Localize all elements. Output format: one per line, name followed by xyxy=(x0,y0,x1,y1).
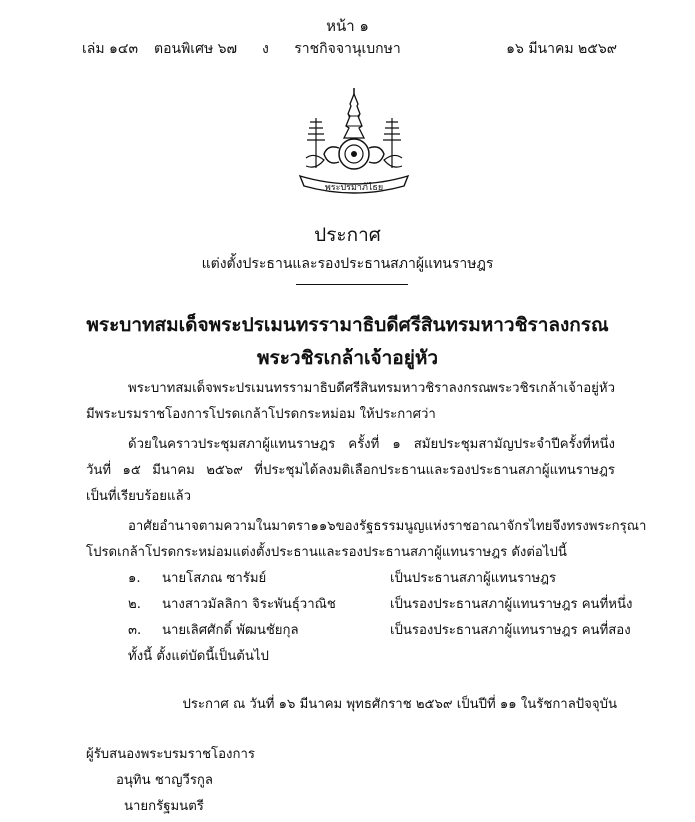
p2-line2-part: วันที่ xyxy=(86,463,112,478)
appointment-2-name: นางสาวมัลลิกา จิระพันธุ์วาณิช xyxy=(162,597,336,612)
appointment-3-num: ๓. xyxy=(128,623,142,638)
p2-line1-part: สมัยประชุมสามัญประจำปีครั้งที่หนึ่ง xyxy=(413,437,615,452)
p2-line1-part: ด้วยในคราวประชุมสภาผู้แทนราษฎร xyxy=(128,437,336,452)
p2-line2 xyxy=(86,459,615,480)
issue-number: ตอนพิเศษ ๖๗ xyxy=(154,41,238,57)
p3-line1-part: ๑๑๖ xyxy=(310,519,336,534)
appointment-2-num: ๒. xyxy=(128,597,141,612)
section-letter: ง xyxy=(262,41,269,57)
royal-emblem-icon xyxy=(294,88,414,200)
p3-line2: โปรดเกล้าโปรดกระหม่อมแต่งตั้งประธานและรองประธานสภาผู้แทนราษฎร ดังต่อไปนี้ xyxy=(86,545,567,560)
gazette-name: ราชกิจจานุเบกษา xyxy=(294,41,401,57)
appointment-1-position: เป็นประธานสภาผู้แทนราษฎร xyxy=(390,571,557,586)
p2-line2-part: ที่ประชุมได้ลงมติเลือกประธานและรองประธานสภาผู้แทนราษฎร xyxy=(254,463,615,478)
p2-line2-part: มีนาคม xyxy=(152,463,195,478)
p1-line2: มีพระบรมราชโองการโปรดเกล้าโปรดกระหม่อม ให้ประกาศว่า xyxy=(86,407,436,422)
p2-line2-part: ๒๕๖๙ xyxy=(206,463,243,478)
p2-line2-part: ๑๕ xyxy=(122,463,141,478)
effective-date: ทั้งนี้ ตั้งแต่บัดนี้เป็นต้นไป xyxy=(128,649,269,664)
announcement-title: ประกาศ xyxy=(314,224,381,246)
announcement-date: ประกาศ ณ วันที่ ๑๖ มีนาคม พุทธศักราช ๒๕๖๙ เป็นปีที่ ๑๑ ในรัชกาลปัจจุบัน xyxy=(182,697,617,712)
p2-line1 xyxy=(128,433,615,454)
p2-line1-part: ๑ xyxy=(392,437,401,452)
p3-line1 xyxy=(128,515,647,536)
p2-line3: เป็นที่เรียบร้อยแล้ว xyxy=(86,489,191,504)
appointment-2-position: เป็นรองประธานสภาผู้แทนราษฎร คนที่หนึ่ง xyxy=(390,597,633,612)
title-divider xyxy=(296,284,408,285)
king-name-line-1: พระบาทสมเด็จพระปรเมนทรรามาธิบดีศรีสินทรมหาวชิราลงกรณ xyxy=(86,314,609,336)
p3-line1-part: อาศัยอำนาจตามความในมาตรา xyxy=(128,519,311,534)
volume-number: เล่ม ๑๔๓ xyxy=(82,41,139,57)
announcement-subtitle: แต่งตั้งประธานและรองประธานสภาผู้แทนราษฎร xyxy=(201,256,494,272)
appointment-3-name: นายเลิศศักดิ์ พัฒนชัยกุล xyxy=(162,623,299,638)
p1-line1-b: พระวชิรเกล้าเจ้าอยู่หัว xyxy=(489,381,615,396)
page-number: หน้า ๑ xyxy=(326,17,369,35)
p2-line1-part: ครั้งที่ xyxy=(348,437,380,452)
issue-date: ๑๖ มีนาคม ๒๕๖๙ xyxy=(506,41,617,57)
appointment-3-position: เป็นรองประธานสภาผู้แทนราษฎร คนที่สอง xyxy=(390,623,631,638)
king-name-line-2: พระวชิรเกล้าเจ้าอยู่หัว xyxy=(256,347,439,369)
emblem-ribbon-text: พระปรมาภิไธย xyxy=(324,183,384,193)
countersign-label: ผู้รับสนองพระบรมราชโองการ xyxy=(86,747,255,762)
appointment-1-num: ๑. xyxy=(128,571,141,586)
p3-line1-part: จึงทรงพระกรุณา xyxy=(552,519,647,534)
signer-title: นายกรัฐมนตรี xyxy=(124,799,204,814)
p1-line1-a: พระบาทสมเด็จพระปรเมนทรรามาธิบดีศรีสินทรมหาวชิราลงกรณ xyxy=(128,381,491,396)
p3-line1-part: ของรัฐธรรมนูญแห่งราชอาณาจักรไทย xyxy=(335,519,553,534)
signer-name: อนุทิน ชาญวีรกูล xyxy=(116,773,213,788)
appointment-1-name: นายโสภณ ซารัมย์ xyxy=(162,571,267,586)
